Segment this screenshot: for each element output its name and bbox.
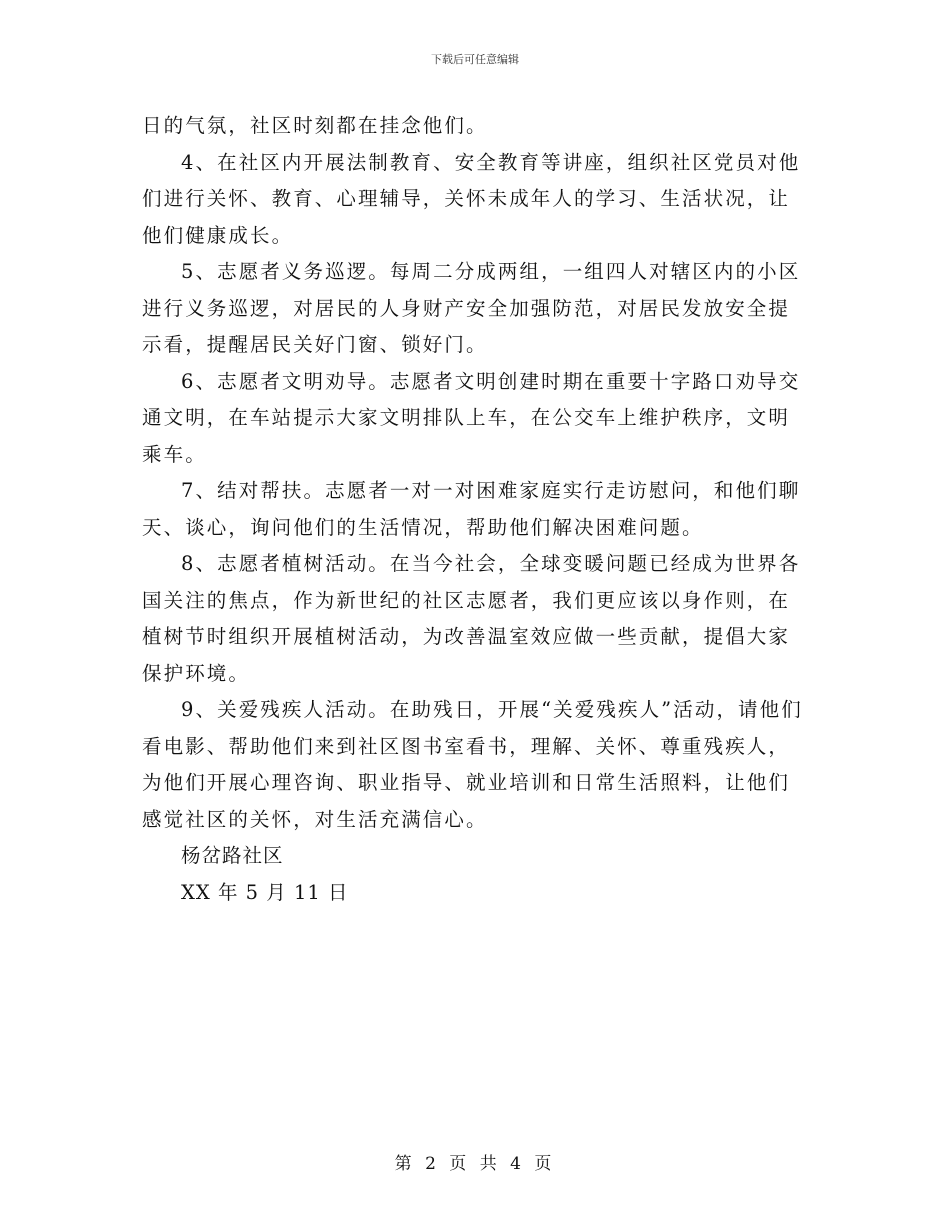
signature-organization: 杨岔路社区 — [181, 844, 284, 867]
paragraph-item-6: 6、志愿者文明劝导。志愿者文明创建时期在重要十字路口劝导交通文明，在车站提示大家文明排队上车，在公交车上维护秩序，文明乘车。 — [142, 369, 801, 466]
paragraph-continuation: 日的气氛，社区时刻都在挂念他们。 — [142, 114, 488, 137]
paragraph-item-8: 8、志愿者植树活动。在当今社会，全球变暖问题已经成为世界各国关注的焦点，作为新世纪的社区志愿者，我们更应该以身作则，在植树节时组织开展植树活动，为改善温室效应做一些贡献，提倡大家保护环境。 — [142, 552, 801, 685]
page-header: 下载后可任意编辑 — [431, 53, 519, 66]
document-body — [142, 108, 808, 911]
signature-date: XX 年 5 月 11 日 — [181, 880, 349, 904]
paragraph-item-4: 4、在社区内开展法制教育、安全教育等讲座，组织社区党员对他们进行关怀、教育、心理辅导，关怀未成年人的学习、生活状况，让他们健康成长。 — [142, 150, 801, 247]
paragraph-item-9: 9、关爱残疾人活动。在助残日，开展“关爱残疾人”活动，请他们看电影、帮助他们来到社区图书室看书，理解、关怀、尊重残疾人，为他们开展心理咨询、职业指导、就业培训和日常生活照料，让他们感觉社区的关怀，对生活充满信心。 — [142, 698, 803, 831]
page-number: 第 2 页 共 4 页 — [394, 1154, 556, 1174]
paragraph-item-5: 5、志愿者义务巡逻。每周二分成两组，一组四人对辖区内的小区进行义务巡逻，对居民的人身财产安全加强防范，对居民发放安全提示看，提醒居民关好门窗、锁好门。 — [142, 260, 801, 356]
paragraph-item-7: 7、结对帮扶。志愿者一对一对困难家庭实行走访慰问，和他们聊天、谈心，询问他们的生活情况，帮助他们解决困难问题。 — [142, 479, 801, 539]
